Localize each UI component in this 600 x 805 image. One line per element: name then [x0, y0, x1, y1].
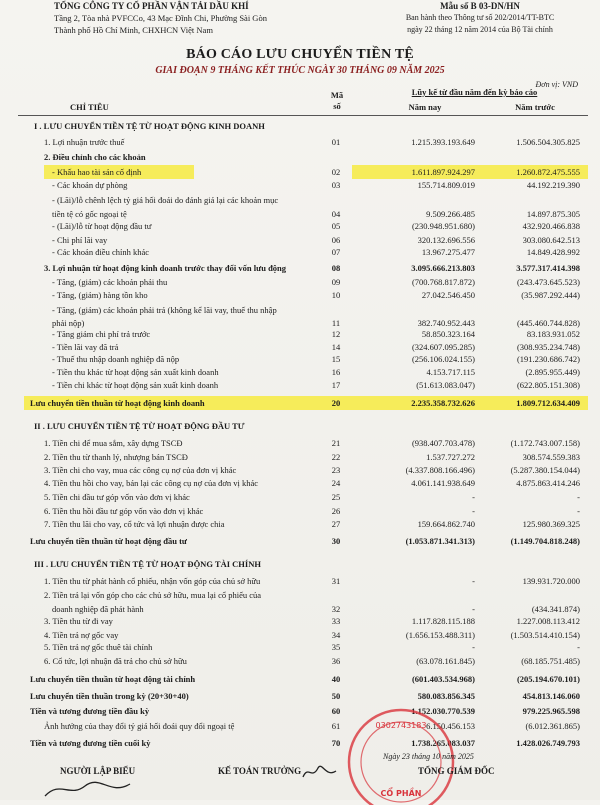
table-row — [0, 464, 600, 477]
row-code: 16 — [331, 367, 341, 377]
row-value-previous-year: - — [577, 642, 580, 652]
row-label: Tiền và tương đương tiền đầu kỳ — [30, 706, 150, 716]
row-value-previous-year: 4.875.863.414.246 — [516, 478, 580, 488]
table-row — [0, 477, 600, 490]
row-label: III . LƯU CHUYỂN TIỀN TỆ TỪ HOẠT ĐỘNG TÀI CHÍNH — [34, 559, 261, 569]
row-label: 3. Tiền chi cho vay, mua các công cụ nợ của đơn vị khác — [44, 465, 237, 475]
row-value-current-year: (230.948.951.680) — [411, 221, 475, 231]
row-label: 4. Tiền thu hồi cho vay, bán lại các công cụ nợ của đơn vị khác — [44, 478, 259, 488]
column-header-chi-tieu: CHỈ TIÊU — [70, 102, 109, 112]
table-row — [0, 589, 600, 602]
row-code: 04 — [331, 209, 341, 219]
row-value-previous-year: (308.935.234.748) — [516, 342, 580, 352]
form-header — [370, 0, 590, 36]
column-header-luy-ke: Lũy kế từ đầu năm đến kỳ báo cáo — [411, 87, 538, 97]
row-value-previous-year: 308.574.559.383 — [522, 452, 580, 462]
column-header-nam-nay: Năm nay — [408, 102, 442, 112]
row-label: phải nộp) — [52, 318, 85, 328]
row-value-current-year: 4.153.717.115 — [426, 367, 475, 377]
row-code: 03 — [331, 180, 341, 190]
row-code: 09 — [331, 277, 341, 287]
ma-so-line1: Mã — [330, 90, 344, 100]
row-value-current-year: (601.403.534.968) — [411, 674, 475, 684]
row-code: 14 — [331, 342, 341, 352]
row-label: - Khấu hao tài sản cố định — [52, 167, 142, 177]
table-row — [0, 518, 600, 531]
row-value-previous-year: (1.503.514.410.154) — [510, 630, 580, 640]
row-label: 5. Tiền chi đầu tư góp vốn vào đơn vị khác — [44, 492, 190, 502]
row-value-previous-year: 125.980.369.325 — [522, 519, 580, 529]
row-code: 17 — [331, 380, 341, 390]
row-value-current-year: 1.215.393.193.649 — [411, 137, 475, 147]
row-value-current-year: 1.738.265.083.037 — [411, 738, 475, 748]
header-divider — [18, 115, 588, 116]
row-label: Lưu chuyển tiền thuần từ hoạt động tài chính — [30, 674, 196, 684]
row-value-current-year: (51.613.083.047) — [416, 380, 475, 390]
row-value-current-year: (938.407.703.478) — [411, 438, 475, 448]
table-row — [0, 276, 600, 289]
form-code: Mẫu số B 03-DN/HN — [440, 1, 520, 11]
row-label: doanh nghiệp đã phát hành — [52, 604, 144, 614]
row-code: 10 — [331, 290, 341, 300]
row-value-previous-year: - — [577, 506, 580, 516]
table-row — [0, 655, 600, 668]
row-value-previous-year: (35.987.292.444) — [521, 290, 580, 300]
table-row — [0, 151, 600, 164]
row-value-current-year: 2.235.358.732.626 — [411, 398, 475, 408]
row-code: 12 — [331, 329, 341, 339]
row-label: Lưu chuyển tiền thuần từ hoạt động kinh doanh — [30, 398, 205, 408]
row-value-current-year: 1.152.030.770.539 — [411, 706, 475, 716]
row-code: 36 — [331, 656, 341, 666]
row-value-current-year: 58.850.323.164 — [421, 329, 475, 339]
chief-accountant-label: KẾ TOÁN TRƯỞNG — [218, 766, 302, 776]
row-label: II . LƯU CHUYỂN TIỀN TỆ TỪ HOẠT ĐỘNG ĐẦU TƯ — [34, 421, 245, 431]
row-code: 05 — [331, 221, 341, 231]
row-label: 5. Tiền trả nợ gốc thuê tài chính — [44, 642, 153, 652]
row-value-current-year: (256.106.024.155) — [411, 354, 475, 364]
row-value-previous-year: 454.813.146.060 — [522, 691, 580, 701]
row-value-previous-year: (2.895.955.449) — [525, 367, 580, 377]
table-row — [0, 505, 600, 518]
row-value-current-year: 6.150.456.153 — [426, 721, 475, 731]
row-label: - Chi phí lãi vay — [52, 235, 108, 245]
row-label: 1. Lợi nhuận trước thuế — [44, 137, 125, 147]
row-value-previous-year: 979.225.965.598 — [522, 706, 580, 716]
row-label: Ảnh hưởng của thay đổi tỷ giá hối đoái quy đổi ngoại tệ — [44, 721, 235, 731]
table-row — [0, 120, 600, 133]
row-value-current-year: - — [472, 576, 475, 586]
row-value-previous-year: (622.805.151.308) — [516, 380, 580, 390]
company-header — [54, 0, 354, 36]
row-code: 33 — [331, 616, 341, 626]
row-label: 1. Tiền chi để mua sắm, xây dựng TSCĐ — [44, 438, 183, 448]
table-row — [0, 136, 600, 149]
row-code: 07 — [331, 247, 341, 257]
row-label: 6. Cổ tức, lợi nhuận đã trả cho chủ sở hữu — [44, 656, 187, 666]
row-label: 3. Tiền thu từ đi vay — [44, 616, 113, 626]
row-value-current-year: 1.537.727.272 — [426, 452, 475, 462]
row-label: - Tiền thu khác từ hoạt động sản xuất kinh doanh — [52, 367, 219, 377]
row-label: Tiền và tương đương tiền cuối kỳ — [30, 738, 151, 748]
seal-text: CỔ PHẦN — [380, 789, 422, 798]
table-row — [0, 451, 600, 464]
general-director-label: TỔNG GIÁM ĐỐC — [418, 766, 495, 776]
row-label: 1. Tiền thu từ phát hành cổ phiếu, nhận vốn góp của chủ sở hữu — [44, 576, 261, 586]
row-label: - Tăng, (giảm) hàng tồn kho — [52, 290, 148, 300]
table-row — [0, 366, 600, 379]
row-value-current-year: (1.053.871.341.313) — [405, 536, 475, 546]
row-value-current-year: (63.078.161.845) — [416, 656, 475, 666]
row-value-current-year: - — [472, 604, 475, 614]
row-code: 23 — [331, 465, 341, 475]
table-row — [0, 379, 600, 392]
row-value-current-year: 13.967.275.477 — [421, 247, 475, 257]
seal-code: 0302743183 — [375, 721, 427, 730]
regulation-line2: ngày 22 tháng 12 năm 2014 của Bộ Tài chính — [407, 25, 553, 34]
row-value-previous-year: 1.809.712.634.409 — [516, 398, 580, 408]
table-row — [0, 166, 600, 179]
table-row — [0, 420, 600, 433]
row-value-current-year: 580.083.856.345 — [417, 691, 475, 701]
table-row — [0, 535, 600, 548]
row-label: - (Lãi)/lỗ từ hoạt động đầu tư — [52, 221, 152, 231]
table-row — [0, 179, 600, 192]
row-value-previous-year: 303.080.642.513 — [522, 235, 580, 245]
row-value-current-year: 320.132.696.556 — [417, 235, 475, 245]
table-row — [0, 289, 600, 302]
table-row — [0, 615, 600, 628]
table-row — [0, 328, 600, 341]
row-value-previous-year: 432.920.466.838 — [522, 221, 580, 231]
row-code: 70 — [331, 738, 341, 748]
row-label: - Tăng, (giảm) các khoản phải thu — [52, 277, 168, 287]
row-code: 25 — [331, 492, 341, 502]
table-row — [0, 575, 600, 588]
row-label: 4. Tiền trả nợ gốc vay — [44, 630, 119, 640]
row-value-current-year: 1.611.897.924.297 — [411, 167, 475, 177]
row-value-current-year: 3.095.666.213.803 — [411, 263, 475, 273]
row-code: 30 — [331, 536, 341, 546]
row-code: 21 — [331, 438, 341, 448]
row-label: 2. Điều chỉnh cho các khoản — [44, 152, 146, 162]
row-code: 35 — [331, 642, 341, 652]
signature-date: Ngày 23 tháng 10 năm 2025 — [383, 752, 474, 761]
row-label: - Tăng, (giảm) các khoản phải trả (không kể lãi vay, thuế thu nhập — [52, 305, 277, 315]
report-title: BÁO CÁO LƯU CHUYỂN TIỀN TỆ — [186, 47, 414, 62]
row-value-previous-year: (191.230.686.742) — [516, 354, 580, 364]
row-code: 32 — [331, 604, 341, 614]
row-value-previous-year: 1.428.026.749.793 — [516, 738, 580, 748]
row-code: 22 — [331, 452, 341, 462]
table-row — [0, 558, 600, 571]
row-value-current-year: 4.061.141.938.649 — [411, 478, 475, 488]
row-label: I . LƯU CHUYỂN TIỀN TỆ TỪ HOẠT ĐỘNG KINH DOANH — [34, 121, 265, 131]
row-value-current-year: - — [472, 492, 475, 502]
row-code: 26 — [331, 506, 341, 516]
table-row — [0, 641, 600, 654]
company-address-line1: Tầng 2, Tòa nhà PVFCCo, 43 Mạc Đĩnh Chi, Phường Sài Gòn — [54, 13, 267, 23]
table-row — [0, 720, 600, 733]
row-value-current-year: (4.337.808.166.496) — [405, 465, 475, 475]
row-value-previous-year: 44.192.219.390 — [526, 180, 580, 190]
row-value-current-year: 1.117.828.115.188 — [411, 616, 475, 626]
row-value-current-year: - — [472, 642, 475, 652]
row-value-previous-year: (5.287.380.154.044) — [510, 465, 580, 475]
row-label: - (Lãi)/lỗ chênh lệch tỷ giá hối đoái do đánh giá lại các khoản mục — [52, 195, 279, 205]
row-label: - Tăng giảm chi phí trả trước — [52, 329, 151, 339]
row-value-previous-year: (434.341.874) — [531, 604, 580, 614]
report-subtitle: GIAI ĐOẠN 9 THÁNG KẾT THÚC NGÀY 30 THÁNG 09 NĂM 2025 — [155, 65, 445, 76]
row-value-previous-year: (68.185.751.485) — [521, 656, 580, 666]
row-label: - Tiền chi khác từ hoạt động sản xuất kinh doanh — [52, 380, 219, 390]
column-header-ma-so — [326, 90, 348, 112]
table-row — [0, 690, 600, 703]
table-row — [0, 220, 600, 233]
row-value-current-year: (700.768.817.872) — [411, 277, 475, 287]
row-label: 2. Tiền thu từ thanh lý, nhượng bán TSCĐ — [44, 452, 188, 462]
row-value-previous-year: 1.227.008.113.412 — [516, 616, 580, 626]
regulation-line1: Ban hành theo Thông tư số 202/2014/TT-BTC — [405, 13, 555, 22]
row-code: 01 — [331, 137, 341, 147]
row-value-previous-year: 3.577.317.414.398 — [516, 263, 580, 273]
row-label: - Các khoản điều chỉnh khác — [52, 247, 150, 257]
preparer-label: NGƯỜI LẬP BIỂU — [60, 766, 136, 776]
row-code: 31 — [331, 576, 341, 586]
row-code: 40 — [331, 674, 341, 684]
row-value-current-year: - — [472, 506, 475, 516]
row-label: - Thuế thu nhập doanh nghiệp đã nộp — [52, 354, 180, 364]
table-row — [0, 673, 600, 686]
row-code: 50 — [331, 691, 341, 701]
row-code: 61 — [331, 721, 341, 731]
row-value-previous-year: (243.473.645.523) — [516, 277, 580, 287]
table-row — [0, 194, 600, 207]
row-code: 11 — [331, 318, 341, 328]
preparer-signature — [40, 778, 160, 800]
table-row — [0, 397, 600, 410]
row-label: Lưu chuyển tiền thuần từ hoạt động đầu tư — [30, 536, 188, 546]
row-code: 34 — [331, 630, 341, 640]
row-code: 60 — [331, 706, 341, 716]
row-value-current-year: (1.656.153.488.311) — [405, 630, 475, 640]
table-row — [0, 737, 600, 750]
row-value-previous-year: 1.506.504.305.825 — [516, 137, 580, 147]
row-value-previous-year: (445.460.744.828) — [516, 318, 580, 328]
table-row — [0, 246, 600, 259]
row-code: 15 — [331, 354, 341, 364]
table-row — [0, 304, 600, 317]
row-code: 20 — [331, 398, 341, 408]
row-value-previous-year: (1.172.743.007.158) — [510, 438, 580, 448]
ma-so-line2: số — [333, 101, 341, 111]
row-value-current-year: 382.740.952.443 — [417, 318, 475, 328]
table-row — [0, 491, 600, 504]
chief-accountant-signature — [300, 762, 340, 782]
row-value-previous-year: 1.260.872.475.555 — [516, 167, 580, 177]
row-code: 06 — [331, 235, 341, 245]
currency-unit: Đơn vị: VND — [535, 80, 578, 89]
row-label: tiền tệ có gốc ngoại tệ — [52, 209, 127, 219]
row-code: 24 — [331, 478, 341, 488]
row-value-previous-year: (6.012.361.865) — [525, 721, 580, 731]
row-label: - Tiền lãi vay đã trả — [52, 342, 119, 352]
row-label: 3. Lợi nhuận từ hoạt động kinh doanh trước thay đổi vốn lưu động — [44, 263, 287, 273]
table-row — [0, 262, 600, 275]
row-value-current-year: 27.042.546.450 — [421, 290, 475, 300]
row-value-previous-year: (205.194.670.101) — [516, 674, 580, 684]
row-value-previous-year: 139.931.720.000 — [522, 576, 580, 586]
row-value-current-year: 159.664.862.740 — [417, 519, 475, 529]
table-row — [0, 437, 600, 450]
row-value-previous-year: (1.149.704.818.248) — [510, 536, 580, 546]
row-label: 7. Tiền thu lãi cho vay, cổ tức và lợi nhuận được chia — [44, 519, 225, 529]
column-header-nam-truoc: Năm trước — [515, 102, 555, 112]
row-label: Lưu chuyển tiền thuần trong kỳ (20+30+40) — [30, 691, 189, 701]
table-row — [0, 353, 600, 366]
company-address-line2: Thành phố Hồ Chí Minh, CHXHCN Việt Nam — [54, 25, 213, 35]
row-code: 08 — [331, 263, 341, 273]
row-value-current-year: (324.607.095.285) — [411, 342, 475, 352]
row-value-current-year: 9.509.266.485 — [426, 209, 475, 219]
row-label: 6. Tiền thu hồi đầu tư góp vốn vào đơn vị khác — [44, 506, 204, 516]
row-value-previous-year: 14.849.428.992 — [526, 247, 580, 257]
row-value-previous-year: 83.183.931.052 — [526, 329, 580, 339]
row-label: - Các khoản dự phòng — [52, 180, 128, 190]
row-code: 27 — [331, 519, 341, 529]
table-row — [0, 705, 600, 718]
row-value-previous-year: - — [577, 492, 580, 502]
row-value-current-year: 155.714.809.019 — [417, 180, 475, 190]
company-name: TỔNG CÔNG TY CỔ PHẦN VẬN TẢI DẦU KHÍ — [54, 1, 249, 11]
row-code: 02 — [331, 167, 341, 177]
row-value-previous-year: 14.897.875.305 — [526, 209, 580, 219]
row-label: 2. Tiền trả lại vốn góp cho các chủ sở hữu, mua lại cổ phiếu của — [44, 590, 262, 600]
